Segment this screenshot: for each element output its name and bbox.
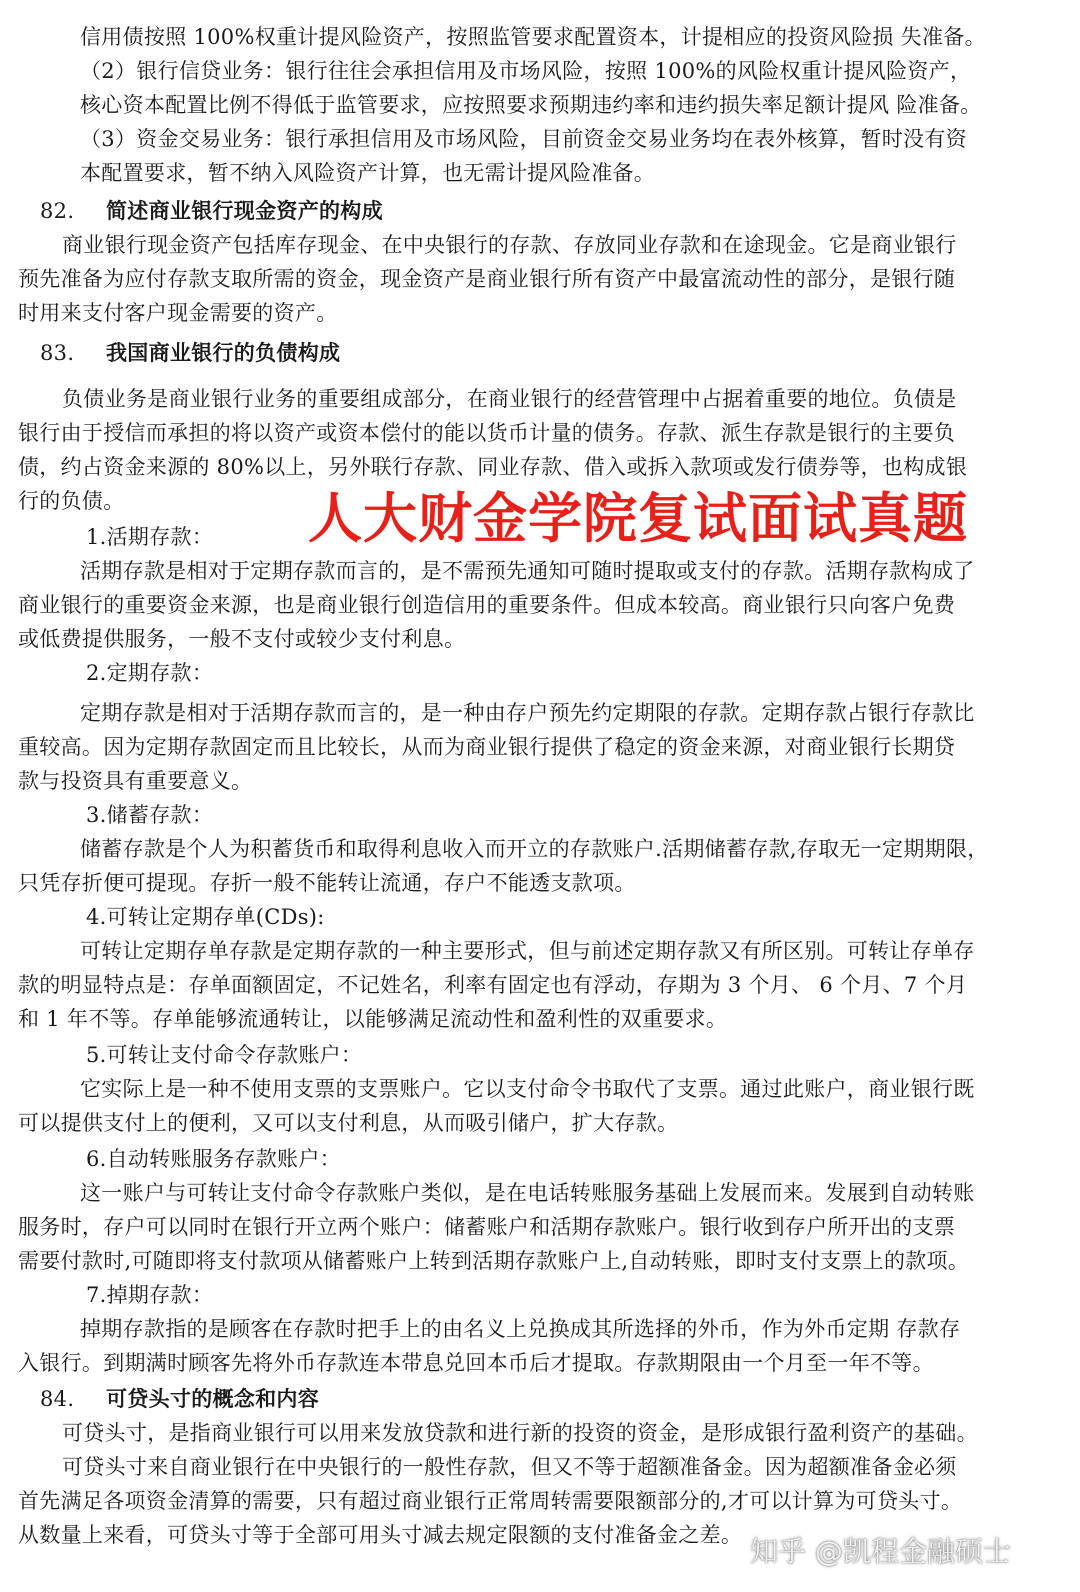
paragraph-line: 核心资本配置比例不得低于监管要求，应按照要求预期违约率和违约损失率足额计提风 险准备。 bbox=[80, 93, 982, 117]
section-title: 可贷头寸的概念和内容 bbox=[106, 1386, 319, 1411]
paragraph-line: 款与投资具有重要意义。 bbox=[18, 769, 253, 793]
paragraph-line: 可贷头寸来自商业银行在中央银行的一般性存款，但又不等于超额准备金。因为超额准备金必须 bbox=[62, 1455, 957, 1479]
paragraph-line: 和 1 年不等。存单能够流通转让，以能够满足流动性和盈利性的双重要求。 bbox=[18, 1007, 728, 1031]
paragraph-line: 行的负债。 bbox=[18, 489, 125, 513]
paragraph-line: 入银行。到期满时顾客先将外币存款连本带息兑回本币后才提取。存款期限由一个月至一年不等。 bbox=[18, 1351, 934, 1375]
paragraph-line: 可转让定期存单存款是定期存款的一种主要形式，但与前述定期存款又有所区别。可转让存单存 bbox=[80, 939, 975, 963]
paragraph-line: 债，约占资金来源的 80%以上，另外联行存款、同业存款、借入或拆入款项或发行债券等，也构成银 bbox=[18, 455, 968, 479]
paragraph-line: 掉期存款指的是顾客在存款时把手上的由名义上兑换成其所选择的外币，作为外币定期 存款存 bbox=[80, 1317, 961, 1341]
paragraph-line: 服务时，存户可以同时在银行开立两个账户：储蓄账户和活期存款账户。银行收到存户所开出的支票 bbox=[18, 1215, 956, 1239]
item-heading: 1.活期存款： bbox=[86, 525, 214, 549]
paragraph-line: 定期存款是相对于活期存款而言的，是一种由存户预先约定期限的存款。定期存款占银行存款比 bbox=[80, 701, 975, 725]
watermark: 知乎 @凯程金融硕士 bbox=[750, 1535, 1011, 1568]
paragraph-line: 商业银行现金资产包括库存现金、在中央银行的存款、存放同业存款和在途现金。它是商业银行 bbox=[62, 233, 957, 257]
paragraph-line: 从数量上来看，可贷头寸等于全部可用头寸减去规定限额的支付准备金之差。 bbox=[18, 1523, 743, 1547]
item-heading: 4.可转让定期存单(CDs): bbox=[86, 905, 325, 929]
paragraph-line: 可以提供支付上的便利，又可以支付利息，从而吸引储户，扩大存款。 bbox=[18, 1111, 679, 1135]
paragraph-line: 信用债按照 100%权重计提风险资产，按照监管要求配置资本，计提相应的投资风险损 失准备。 bbox=[80, 25, 986, 49]
paragraph-line: 储蓄存款是个人为积蓄货币和取得利息收入而开立的存款账户.活期储蓄存款,存取无一定期期限， bbox=[80, 837, 989, 861]
paragraph-line: 时用来支付客户现金需要的资产。 bbox=[18, 301, 338, 325]
section-number: 82. bbox=[40, 199, 75, 223]
section-title: 简述商业银行现金资产的构成 bbox=[106, 198, 383, 223]
paragraph-line: 预先准备为应付存款支取所需的资金，现金资产是商业银行所有资产中最富流动性的部分，是银行随 bbox=[18, 267, 956, 291]
item-heading: 7.掉期存款： bbox=[86, 1283, 214, 1307]
paragraph-line: 银行由于授信而承担的将以资产或资本偿付的能以货币计量的债务。存款、派生存款是银行的主要负 bbox=[18, 421, 956, 445]
section-number: 84. bbox=[40, 1387, 75, 1411]
section-heading-83 bbox=[40, 336, 1060, 370]
paragraph-line: 活期存款是相对于定期存款而言的，是不需预先通知可随时提取或支付的存款。活期存款构成了 bbox=[80, 559, 975, 583]
paragraph-line: 本配置要求，暂不纳入风险资产计算，也无需计提风险准备。 bbox=[80, 161, 656, 185]
section-title: 我国商业银行的负债构成 bbox=[106, 340, 341, 365]
item-heading: 3.储蓄存款： bbox=[86, 803, 214, 827]
paragraph-line: 或低费提供服务，一般不支付或较少支付利息。 bbox=[18, 627, 466, 651]
paragraph-line: 首先满足各项资金清算的需要，只有超过商业银行正常周转需要限额部分的,才可以计算为可贷头寸。 bbox=[18, 1489, 963, 1513]
item-heading: 5.可转让支付命令存款账户： bbox=[86, 1043, 363, 1067]
paragraph-line: （3）资金交易业务：银行承担信用及市场风险，目前资金交易业务均在表外核算，暂时没有资 bbox=[80, 127, 967, 151]
paragraph-line: 只凭存折便可提现。存折一般不能转让流通，存户不能透支款项。 bbox=[18, 871, 636, 895]
paragraph-line: 商业银行的重要资金来源，也是商业银行创造信用的重要条件。但成本较高。商业银行只向客户免费 bbox=[18, 593, 956, 617]
paragraph-line: （2）银行信贷业务：银行往往会承担信用及市场风险，按照 100%的风险权重计提风险资产， bbox=[80, 59, 972, 83]
paragraph-line: 这一账户与可转让支付命令存款账户类似，是在电话转账服务基础上发展而来。发展到自动转账 bbox=[80, 1181, 975, 1205]
section-heading-82 bbox=[40, 194, 1060, 228]
section-heading-84 bbox=[40, 1382, 1060, 1416]
item-heading: 2.定期存款： bbox=[86, 661, 214, 685]
paragraph-line: 可贷头寸，是指商业银行可以用来发放贷款和进行新的投资的资金，是形成银行盈利资产的基础。 bbox=[62, 1421, 978, 1445]
paragraph-line: 重较高。因为定期存款固定而且比较长，从而为商业银行提供了稳定的资金来源，对商业银行长期贷 bbox=[18, 735, 956, 759]
paragraph-line: 它实际上是一种不使用支票的支票账户。它以支付命令书取代了支票。通过此账户，商业银行既 bbox=[80, 1077, 975, 1101]
paragraph-line: 款的明显特点是：存单面额固定，不记姓名，利率有固定也有浮动，存期为 3 个月、 6 个月、7 个月 bbox=[18, 973, 968, 997]
paragraph-line: 负债业务是商业银行业务的重要组成部分，在商业银行的经营管理中占据着重要的地位。负债是 bbox=[62, 387, 957, 411]
overlay-title: 人大财金学院复试面试真题 bbox=[308, 487, 968, 550]
item-heading: 6.自动转账服务存款账户： bbox=[86, 1147, 341, 1171]
paragraph-line: 需要付款时,可随即将支付款项从储蓄账户上转到活期存款账户上,自动转账，即时支付支票上的款项。 bbox=[18, 1249, 970, 1273]
section-number: 83. bbox=[40, 341, 75, 365]
